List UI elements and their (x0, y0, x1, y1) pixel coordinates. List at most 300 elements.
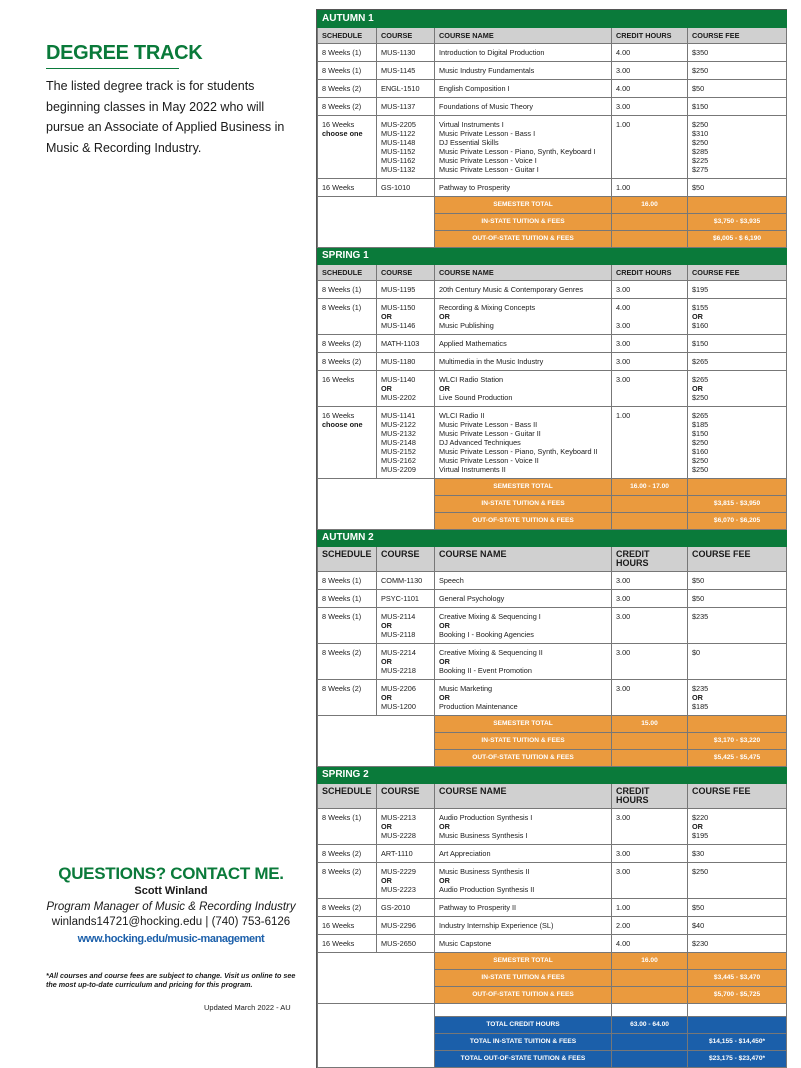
cell-credits (612, 644, 688, 680)
cell-name (435, 863, 612, 899)
cell-line: Introduction to Digital Production (439, 48, 545, 57)
cell-line: Music Private Lesson - Voice II (439, 456, 539, 465)
updated-note: Updated March 2022 - AU (204, 1003, 291, 1012)
cell-line: 8 Weeks (2) (322, 849, 362, 858)
cell-line: English Composition I (439, 84, 510, 93)
cell-line: OR (439, 822, 450, 831)
cell-fee (688, 680, 787, 716)
semester-total-row (318, 479, 787, 496)
contact-role: Program Manager of Music & Recording Industry (46, 901, 296, 913)
cell-line: Pathway to Prosperity II (439, 903, 517, 912)
cell-line: $195 (692, 831, 709, 840)
cell-line: OR (439, 621, 450, 630)
table-row (318, 863, 787, 899)
column-header-fee: COURSE FEE (688, 784, 787, 809)
out-state-row-credits (612, 513, 688, 530)
cell-line: $150 (692, 429, 709, 438)
cell-line: OR (439, 876, 450, 885)
cell-line: Music Publishing (439, 321, 494, 330)
cell-credits (612, 281, 688, 299)
title-underline (46, 68, 179, 69)
cell-schedule (318, 353, 377, 371)
cell-credits (612, 116, 688, 179)
cell-schedule (318, 407, 377, 479)
total-credit-row-fee (688, 1017, 787, 1034)
cell-line: 3.00 (616, 867, 631, 876)
cell-line: 8 Weeks (2) (322, 357, 362, 366)
cell-line: Music Business Synthesis II (439, 867, 530, 876)
cell-name (435, 935, 612, 953)
cell-credits (612, 371, 688, 407)
cell-line: $160 (692, 321, 709, 330)
cell-line: MUS-2209 (381, 465, 416, 474)
cell-line: Multimedia in the Music Industry (439, 357, 544, 366)
cell-line: $50 (692, 84, 705, 93)
out-state-row-label: OUT-OF-STATE TUITION & FEES (435, 750, 612, 767)
cell-line: OR (381, 822, 392, 831)
cell-credits (612, 809, 688, 845)
cell-line: 20th Century Music & Contemporary Genres (439, 285, 583, 294)
semester-total-row-label: SEMESTER TOTAL (435, 479, 612, 496)
cell-line: OR (692, 693, 703, 702)
cell-name (435, 80, 612, 98)
table-row (318, 917, 787, 935)
cell-line: OR (439, 693, 450, 702)
blank-cell (318, 231, 435, 248)
cell-line: 8 Weeks (1) (322, 594, 362, 603)
cell-line: Speech (439, 576, 464, 585)
cell-line: MUS-1141 (381, 411, 416, 420)
cell-credits (612, 845, 688, 863)
column-header-course: COURSE (377, 28, 435, 44)
blank-cell (318, 987, 435, 1004)
cell-line: choose one (322, 420, 363, 429)
cell-name (435, 281, 612, 299)
cell-course (377, 179, 435, 197)
table-row (318, 899, 787, 917)
cell-schedule (318, 845, 377, 863)
cell-line: $160 (692, 447, 709, 456)
cell-schedule (318, 80, 377, 98)
cell-name (435, 608, 612, 644)
cell-fee (688, 371, 787, 407)
table-row (318, 590, 787, 608)
cell-fee (688, 335, 787, 353)
cell-fee (688, 863, 787, 899)
out-state-row-label: OUT-OF-STATE TUITION & FEES (435, 513, 612, 530)
cell-schedule (318, 590, 377, 608)
cell-line: OR (381, 876, 392, 885)
cell-line: 8 Weeks (1) (322, 66, 362, 75)
cell-line: Music Private Lesson - Voice I (439, 156, 537, 165)
blank-cell (318, 970, 435, 987)
cell-line: Live Sound Production (439, 393, 513, 402)
column-header-row (318, 265, 787, 281)
cell-line: GS-2010 (381, 903, 411, 912)
cell-schedule (318, 644, 377, 680)
column-header-course: COURSE (377, 547, 435, 572)
contact-block (46, 864, 296, 945)
table-row (318, 44, 787, 62)
cell-line: 3.00 (616, 102, 631, 111)
column-header-fee: COURSE FEE (688, 28, 787, 44)
cell-line: $50 (692, 183, 705, 192)
semester-total-row-label: SEMESTER TOTAL (435, 953, 612, 970)
out-state-row-fee: $6,005 - $ 6,190 (688, 231, 787, 248)
cell-fee (688, 899, 787, 917)
intro-text: The listed degree track is for students beginning classes in May 2022 who will pursue an Associate of Applied Business in Music & Recording Industry. (46, 79, 285, 155)
cell-line: Virtual Instruments I (439, 120, 504, 129)
blank-cell (318, 479, 435, 496)
out-state-row-fee: $6,070 - $6,205 (688, 513, 787, 530)
cell-fee (688, 44, 787, 62)
cell-fee (688, 281, 787, 299)
cell-fee (688, 80, 787, 98)
cell-line: OR (381, 621, 392, 630)
blank-cell (318, 496, 435, 513)
cell-line: Music Industry Fundamentals (439, 66, 535, 75)
cell-line: 3.00 (616, 594, 631, 603)
cell-line: $250 (692, 438, 709, 447)
column-header-fee: COURSE FEE (688, 547, 787, 572)
cell-line: MUS-2122 (381, 420, 416, 429)
cell-line: $50 (692, 903, 705, 912)
cell-schedule (318, 935, 377, 953)
cell-name (435, 899, 612, 917)
column-header-course: COURSE (377, 265, 435, 281)
cell-line: MUS-1130 (381, 48, 416, 57)
cell-line: MUS-2205 (381, 120, 416, 129)
cell-line: $250 (692, 456, 709, 465)
cell-course (377, 98, 435, 116)
semester-total-row-label: SEMESTER TOTAL (435, 197, 612, 214)
column-header-row (318, 28, 787, 44)
cell-line: 8 Weeks (2) (322, 867, 362, 876)
cell-line: 4.00 (616, 303, 631, 312)
cell-line: 3.00 (616, 684, 631, 693)
disclaimer: *All courses and course fees are subject to change. Visit us online to see the most up-to-date curriculum and pricing for this program. (46, 971, 296, 989)
total-in-state-row-credits (612, 1034, 688, 1051)
cell-line: MUS-2229 (381, 867, 416, 876)
cell-course (377, 680, 435, 716)
cell-credits (612, 572, 688, 590)
spacer-row (318, 1004, 787, 1017)
in-state-row-fee: $3,445 - $3,470 (688, 970, 787, 987)
cell-line: 8 Weeks (2) (322, 84, 362, 93)
table-row (318, 299, 787, 335)
cell-line: MUS-2114 (381, 612, 416, 621)
blank-cell (318, 953, 435, 970)
cell-fee (688, 608, 787, 644)
cell-line: 2.00 (616, 921, 631, 930)
cell-line: 4.00 (616, 48, 631, 57)
total-out-state-row-credits (612, 1051, 688, 1068)
semester-title: AUTUMN 2 (318, 530, 787, 547)
cell-line: MUS-2223 (381, 885, 416, 894)
cell-course (377, 371, 435, 407)
cell-credits (612, 917, 688, 935)
cell-line: Music Private Lesson - Bass I (439, 129, 536, 138)
blank-cell (318, 214, 435, 231)
cell-line: OR (381, 657, 392, 666)
cell-fee (688, 353, 787, 371)
cell-credits (612, 62, 688, 80)
cell-line: WLCI Radio Station (439, 375, 504, 384)
cell-line: MUS-2214 (381, 648, 416, 657)
cell-name (435, 44, 612, 62)
total-credit-row-credits: 63.00 - 64.00 (612, 1017, 688, 1034)
total-credit-row-label: TOTAL CREDIT HOURS (435, 1017, 612, 1034)
cell-line: 3.00 (616, 339, 631, 348)
cell-line: 8 Weeks (1) (322, 576, 362, 585)
cell-line: $50 (692, 576, 705, 585)
column-header-row (318, 547, 787, 572)
cell-line: DJ Advanced Techniques (439, 438, 521, 447)
in-state-row-credits (612, 496, 688, 513)
table-row (318, 116, 787, 179)
cell-name (435, 353, 612, 371)
cell-line: MUS-2206 (381, 684, 416, 693)
degree-track-table (316, 9, 787, 1068)
cell-schedule (318, 44, 377, 62)
contact-name: Scott Winland (134, 885, 208, 897)
cell-line: 8 Weeks (2) (322, 684, 362, 693)
cell-course (377, 299, 435, 335)
cell-line: OR (439, 657, 450, 666)
cell-line: DJ Essential Skills (439, 138, 499, 147)
cell-line: 3.00 (616, 576, 631, 585)
cell-line: 8 Weeks (2) (322, 102, 362, 111)
cell-name (435, 590, 612, 608)
cell-fee (688, 116, 787, 179)
cell-line: $0 (692, 648, 701, 657)
cell-course (377, 935, 435, 953)
cell-line: Music Private Lesson - Piano, Synth, Keyboard II (439, 447, 598, 456)
cell-schedule (318, 371, 377, 407)
cell-fee (688, 809, 787, 845)
cell-schedule (318, 899, 377, 917)
cell-line: Music Private Lesson - Guitar II (439, 429, 541, 438)
cell-course (377, 845, 435, 863)
cell-line: MUS-2228 (381, 831, 416, 840)
in-state-row (318, 214, 787, 231)
cell-line: MUS-2218 (381, 666, 416, 675)
semester-total-row-credits: 16.00 - 17.00 (612, 479, 688, 496)
cell-schedule (318, 809, 377, 845)
semester-header (318, 767, 787, 784)
spacer-cell (688, 1004, 787, 1017)
table-row (318, 335, 787, 353)
cell-line: ART-1110 (381, 849, 413, 858)
semester-header (318, 11, 787, 28)
total-out-state-row (318, 1051, 787, 1068)
semester-total-row-label: SEMESTER TOTAL (435, 716, 612, 733)
cell-schedule (318, 572, 377, 590)
table-row (318, 80, 787, 98)
cell-line: MUS-2213 (381, 813, 416, 822)
total-out-state-row-label: TOTAL OUT-OF-STATE TUITION & FEES (435, 1051, 612, 1068)
cell-line: MUS-2650 (381, 939, 416, 948)
blank-cell (318, 513, 435, 530)
table-row (318, 935, 787, 953)
cell-line: $30 (692, 849, 705, 858)
cell-name (435, 116, 612, 179)
cell-line: MUS-1180 (381, 357, 416, 366)
contact-title: QUESTIONS? CONTACT ME. (58, 864, 284, 883)
cell-schedule (318, 917, 377, 935)
semester-total-row-credits: 16.00 (612, 953, 688, 970)
cell-course (377, 863, 435, 899)
total-in-state-row-label: TOTAL IN-STATE TUITION & FEES (435, 1034, 612, 1051)
table-row (318, 98, 787, 116)
cell-course (377, 407, 435, 479)
cell-course (377, 590, 435, 608)
cell-fee (688, 572, 787, 590)
cell-line: MUS-2296 (381, 921, 416, 930)
cell-line: 3.00 (616, 357, 631, 366)
cell-line: Music Private Lesson - Guitar I (439, 165, 539, 174)
cell-line: $235 (692, 684, 709, 693)
cell-line: $195 (692, 285, 709, 294)
cell-line: Art Appreciation (439, 849, 491, 858)
blank-cell (318, 197, 435, 214)
cell-line: MUS-1146 (381, 321, 416, 330)
in-state-row-label: IN-STATE TUITION & FEES (435, 496, 612, 513)
cell-schedule (318, 62, 377, 80)
cell-schedule (318, 98, 377, 116)
cell-line: MUS-1148 (381, 138, 416, 147)
cell-line: Music Private Lesson - Piano, Synth, Keyboard I (439, 147, 596, 156)
cell-line: 16 Weeks (322, 183, 355, 192)
cell-line: OR (692, 822, 703, 831)
cell-line: 1.00 (616, 411, 631, 420)
cell-line: $250 (692, 867, 709, 876)
out-state-row-credits (612, 231, 688, 248)
cell-line: 8 Weeks (1) (322, 612, 362, 621)
column-header-row (318, 784, 787, 809)
column-header-credits: CREDIT HOURS (612, 28, 688, 44)
cell-line: WLCI Radio II (439, 411, 485, 420)
cell-name (435, 62, 612, 80)
cell-line: $250 (692, 138, 709, 147)
cell-name (435, 572, 612, 590)
cell-line: MUS-1152 (381, 147, 416, 156)
semester-total-row (318, 716, 787, 733)
cell-line: MUS-1140 (381, 375, 416, 384)
cell-line: Booking II - Event Promotion (439, 666, 532, 675)
table-row (318, 407, 787, 479)
cell-line: COMM-1130 (381, 576, 423, 585)
cell-line: $250 (692, 120, 709, 129)
cell-credits (612, 179, 688, 197)
out-state-row-fee: $5,425 - $5,475 (688, 750, 787, 767)
cell-line: 8 Weeks (2) (322, 648, 362, 657)
cell-line: $185 (692, 702, 709, 711)
cell-line: Virtual Instruments II (439, 465, 506, 474)
cell-line: 8 Weeks (1) (322, 48, 362, 57)
cell-line: $285 (692, 147, 709, 156)
semester-header (318, 530, 787, 547)
cell-course (377, 335, 435, 353)
in-state-row-label: IN-STATE TUITION & FEES (435, 733, 612, 750)
cell-line: Music Capstone (439, 939, 492, 948)
cell-name (435, 644, 612, 680)
cell-line: Pathway to Prosperity (439, 183, 510, 192)
table-row (318, 809, 787, 845)
cell-line: 8 Weeks (1) (322, 285, 362, 294)
semester-header (318, 248, 787, 265)
blank-cell (318, 1051, 435, 1068)
column-header-course: COURSE (377, 784, 435, 809)
cell-line: 3.00 (616, 849, 631, 858)
out-state-row (318, 231, 787, 248)
blank-cell (318, 716, 435, 733)
in-state-row-credits (612, 214, 688, 231)
blank-cell (318, 1034, 435, 1051)
cell-line: $265 (692, 375, 709, 384)
cell-line: $40 (692, 921, 705, 930)
cell-line: 3.00 (616, 612, 631, 621)
semester-title: SPRING 1 (318, 248, 787, 265)
cell-credits (612, 680, 688, 716)
cell-credits (612, 590, 688, 608)
contact-email[interactable]: winlands14721@hocking.edu | (740) 753-6126 (51, 916, 291, 928)
cell-course (377, 809, 435, 845)
in-state-row-credits (612, 970, 688, 987)
cell-line: MUS-2132 (381, 429, 416, 438)
cell-line: 16 Weeks (322, 411, 355, 420)
cell-line: $155 (692, 303, 709, 312)
cell-line: MUS-2118 (381, 630, 416, 639)
table-row (318, 62, 787, 80)
in-state-row-label: IN-STATE TUITION & FEES (435, 214, 612, 231)
cell-course (377, 644, 435, 680)
semester-title: SPRING 2 (318, 767, 787, 784)
in-state-row-fee: $3,815 - $3,950 (688, 496, 787, 513)
cell-line: $250 (692, 66, 709, 75)
blank-cell (318, 750, 435, 767)
cell-course (377, 44, 435, 62)
cell-line: MUS-1132 (381, 165, 416, 174)
cell-line: $250 (692, 465, 709, 474)
cell-line: Audio Production Synthesis II (439, 885, 535, 894)
cell-line: $225 (692, 156, 709, 165)
column-header-name: COURSE NAME (435, 547, 612, 572)
cell-line: OR (439, 312, 450, 321)
cell-name (435, 179, 612, 197)
cell-fee (688, 407, 787, 479)
cell-line: Music Marketing (439, 684, 493, 693)
cell-line: MUS-1137 (381, 102, 416, 111)
cell-line: Music Private Lesson - Bass II (439, 420, 538, 429)
cell-line: OR (381, 312, 392, 321)
cell-line: Booking I - Booking Agencies (439, 630, 534, 639)
cell-credits (612, 899, 688, 917)
contact-url-link[interactable]: www.hocking.edu/music-management (77, 933, 265, 945)
out-state-row (318, 750, 787, 767)
cell-line: $150 (692, 102, 709, 111)
cell-line: OR (692, 312, 703, 321)
cell-line: Music Business Synthesis I (439, 831, 528, 840)
cell-line: MATH-1103 (381, 339, 420, 348)
cell-credits (612, 44, 688, 62)
cell-line: 8 Weeks (2) (322, 903, 362, 912)
table-row (318, 572, 787, 590)
table-row (318, 644, 787, 680)
column-header-schedule: SCHEDULE (318, 784, 377, 809)
cell-fee (688, 845, 787, 863)
cell-line: $150 (692, 339, 709, 348)
